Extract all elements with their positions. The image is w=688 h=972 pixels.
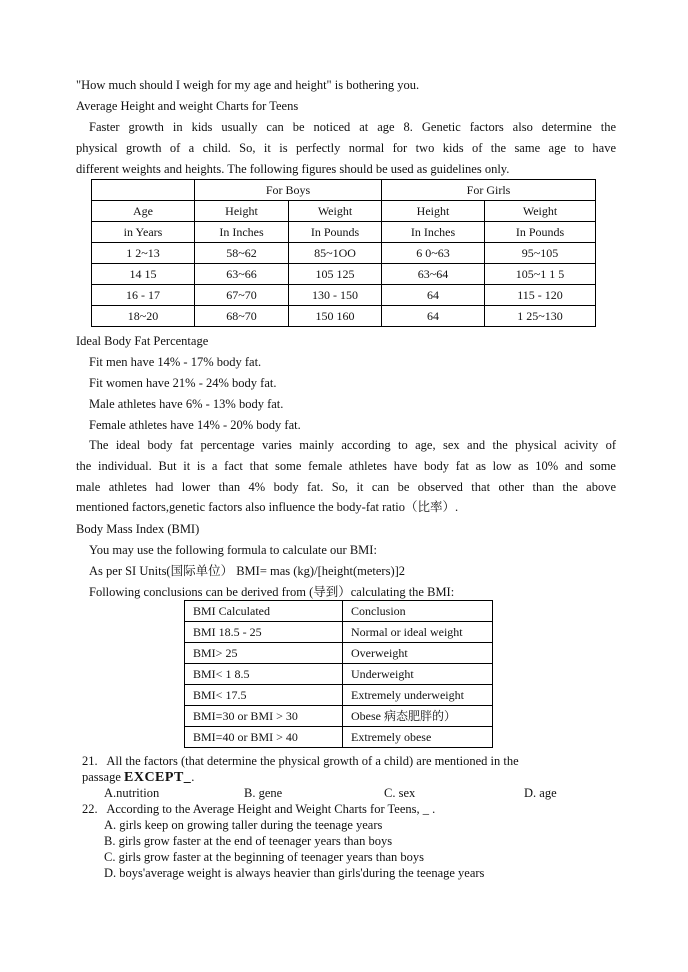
column-subheader: In Inches	[195, 222, 289, 243]
paragraph-line: male athletes had lower than 4% body fat. So, it can be observed that other than the above	[76, 479, 616, 494]
cell: Overweight	[343, 643, 493, 664]
body-fat-item: Female athletes have 14% - 20% body fat.	[89, 418, 301, 432]
question-number: 21.	[82, 754, 98, 768]
bmi-intro-line: You may use the following formula to calculate our BMI:	[89, 543, 377, 557]
question-text: All the factors (that determine the physical growth of a child) are mentioned in the	[106, 754, 519, 768]
table-row	[185, 643, 493, 664]
cell: BMI< 1 8.5	[185, 664, 343, 685]
option-b[interactable]: B. girls grow faster at the end of teenager years than boys	[104, 834, 393, 848]
section-heading-bmi: Body Mass Index (BMI)	[76, 522, 200, 536]
paragraph-line: different weights and heights. The following figures should be used as guidelines only.	[76, 161, 510, 176]
table-row	[185, 685, 493, 706]
cell: 130 - 150	[289, 285, 382, 306]
group-header-girls: For Girls	[382, 180, 596, 201]
cell: Extremely underweight	[343, 685, 493, 706]
paragraph-line: physical growth of a child. So, it is perfectly normal for two kids of the same age to have	[76, 140, 616, 155]
table-row	[185, 622, 493, 643]
cell: 68~70	[195, 306, 289, 327]
table-row	[185, 706, 493, 727]
paragraph-line: mentioned factors,genetic factors also influence the body-fat ratio（比率）.	[76, 500, 459, 515]
except-emphasis: EXCEPT_	[124, 770, 192, 785]
cell: Normal or ideal weight	[343, 622, 493, 643]
column-header: Conclusion	[343, 601, 493, 622]
cell: 85~1OO	[289, 243, 382, 264]
body-fat-paragraph	[76, 435, 616, 518]
column-header: Age	[92, 201, 195, 222]
question-text: According to the Average Height and Weight Charts for Teens, _ .	[106, 802, 436, 816]
body-fat-item: Fit men have 14% - 17% body fat.	[89, 355, 262, 369]
cell: 1 25~130	[485, 306, 596, 327]
question-number: 22.	[82, 802, 98, 816]
paragraph-line: Faster growth in kids usually can be noticed at age 8. Genetic factors also determine the	[89, 120, 616, 134]
column-header: Weight	[289, 201, 382, 222]
cell: 95~105	[485, 243, 596, 264]
option-c[interactable]: C. girls grow faster at the beginning of teenager years than boys	[104, 850, 425, 864]
cell: Extremely obese	[343, 727, 493, 748]
column-subheader: In Pounds	[485, 222, 596, 243]
column-subheader: In Pounds	[289, 222, 382, 243]
column-header: Weight	[485, 201, 596, 222]
intro-line: "How much should I weigh for my age and height" is bothering you.	[76, 78, 420, 92]
column-subheader: in Years	[92, 222, 195, 243]
table-row	[92, 285, 596, 306]
paragraph-line: The ideal body fat percentage varies mainly according to age, sex and the physical acivity of	[89, 438, 616, 452]
cell: BMI=40 or BMI > 40	[185, 727, 343, 748]
cell: BMI 18.5 - 25	[185, 622, 343, 643]
column-header: Height	[382, 201, 485, 222]
bmi-conclusion-table	[184, 600, 493, 748]
cell: BMI=30 or BMI > 30	[185, 706, 343, 727]
body-fat-item: Male athletes have 6% - 13% body fat.	[89, 397, 284, 411]
bmi-conclusion-intro: Following conclusions can be derived from (导到）calculating the BMI:	[89, 585, 455, 599]
cell: BMI< 17.5	[185, 685, 343, 706]
cell: 6 0~63	[382, 243, 485, 264]
column-subheader: In Inches	[382, 222, 485, 243]
column-header: Height	[195, 201, 289, 222]
cell: 105~1 1 5	[485, 264, 596, 285]
cell: 64	[382, 306, 485, 327]
section-heading-body-fat: Ideal Body Fat Percentage	[76, 334, 209, 348]
cell: 63~64	[382, 264, 485, 285]
cell: Underweight	[343, 664, 493, 685]
table-header-row	[185, 601, 493, 622]
cell: 18~20	[92, 306, 195, 327]
teen-height-weight-table	[91, 179, 596, 327]
question-22-stem	[82, 801, 435, 817]
column-header: BMI Calculated	[185, 601, 343, 622]
group-header-boys: For Boys	[195, 180, 382, 201]
cell: 115 - 120	[485, 285, 596, 306]
intro-paragraph	[76, 117, 616, 179]
table-row	[185, 727, 493, 748]
option-a[interactable]: A.nutrition	[104, 786, 160, 800]
table-row	[185, 664, 493, 685]
bmi-formula-line: As per SI Units(国际单位） BMI= mas (kg)/[height(meters)]2	[89, 564, 406, 578]
option-d[interactable]: D. age	[524, 786, 557, 800]
cell: 58~62	[195, 243, 289, 264]
table-row	[92, 243, 596, 264]
cell: BMI> 25	[185, 643, 343, 664]
question-21-stem	[82, 753, 519, 769]
cell: Obese 病态肥胖的）	[343, 706, 493, 727]
option-c[interactable]: C. sex	[384, 786, 416, 800]
cell: 1 2~13	[92, 243, 195, 264]
group-header-empty	[92, 180, 195, 201]
cell: 14 15	[92, 264, 195, 285]
option-b[interactable]: B. gene	[244, 786, 283, 800]
paragraph-line: the individual. But it is a fact that some female athletes have body fat as low as 10% and some	[76, 458, 616, 473]
cell: 150 160	[289, 306, 382, 327]
cell: 64	[382, 285, 485, 306]
table-row	[92, 306, 596, 327]
cell: 16 - 17	[92, 285, 195, 306]
body-fat-item: Fit women have 21% - 24% body fat.	[89, 376, 277, 390]
question-21-stem-cont: passage EXCEPT_.	[82, 770, 195, 785]
section-heading-height-weight: Average Height and weight Charts for Teens	[76, 99, 299, 113]
cell: 105 125	[289, 264, 382, 285]
cell: 67~70	[195, 285, 289, 306]
option-d[interactable]: D. boys'average weight is always heavier than girls'during the teenage years	[104, 866, 485, 880]
option-a[interactable]: A. girls keep on growing taller during the teenage years	[104, 818, 383, 832]
table-row	[92, 264, 596, 285]
cell: 63~66	[195, 264, 289, 285]
